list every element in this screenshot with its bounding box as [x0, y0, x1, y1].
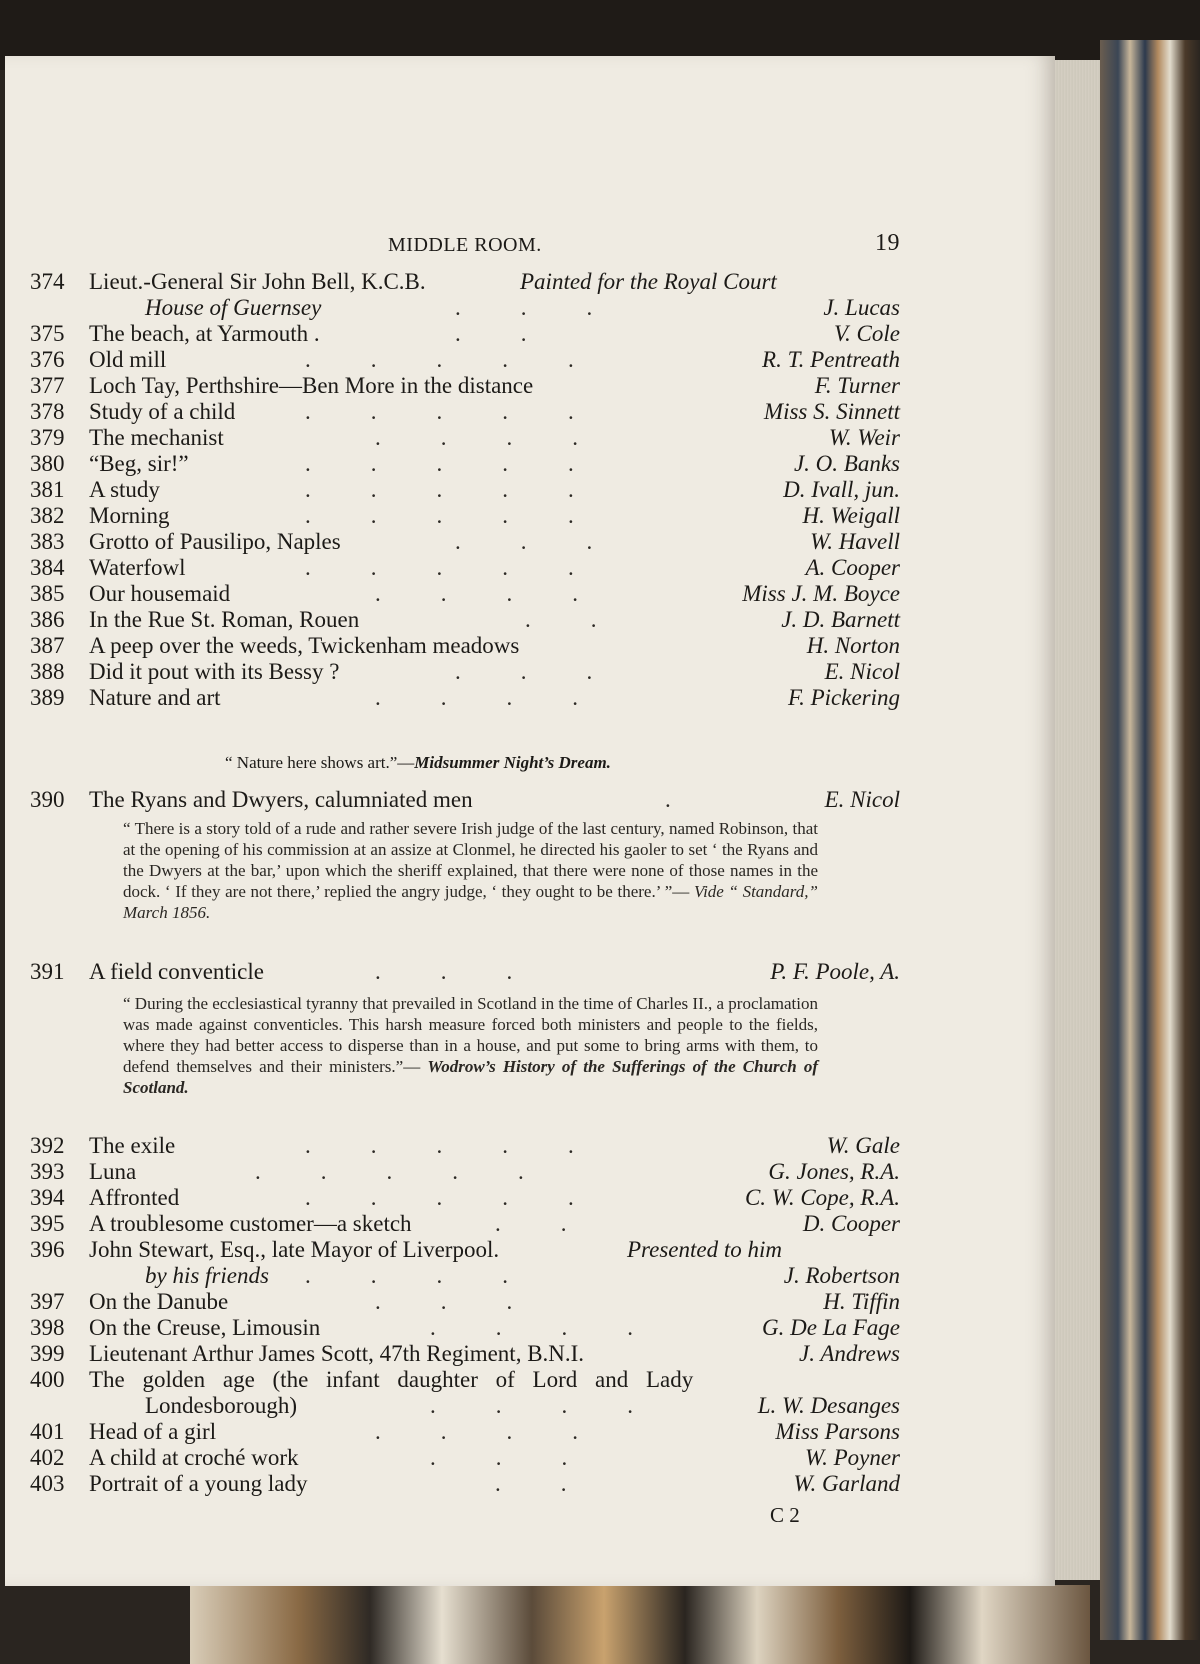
entry-artist: R. T. Pentreath: [762, 347, 900, 372]
entry-number: 400: [30, 1367, 65, 1392]
entry-title-cont: Londesborough): [145, 1393, 298, 1418]
motto-source: Midsummer Night’s Dream.: [414, 753, 611, 772]
leader-dots: .....: [305, 503, 634, 528]
entry-title: “Beg, sir!”: [89, 451, 189, 476]
entry-402: [5, 1444, 1055, 1471]
entry-396-cont: [5, 1262, 1055, 1289]
entry-title: Lieutenant Arthur James Scott, 47th Regiment, B.N.I.: [89, 1341, 585, 1366]
entry-number: 382: [30, 503, 65, 528]
entry-number: 391: [30, 959, 65, 984]
leader-dots: ...: [375, 1289, 573, 1314]
entry-400: [5, 1366, 1055, 1393]
entry-number: 384: [30, 555, 65, 580]
entry-number: 395: [30, 1211, 65, 1236]
entry-title: Our housemaid: [89, 581, 231, 606]
entry-title: A study: [89, 477, 160, 502]
entry-title: Lieut.-General Sir John Bell, K.C.B.: [89, 269, 426, 294]
entry-title-cont: by his friends: [145, 1263, 269, 1288]
entry-artist: J. Andrews: [799, 1341, 900, 1366]
entry-title: On the Danube: [89, 1289, 229, 1314]
entry-artist: Miss S. Sinnett: [763, 399, 900, 424]
entry-number: 398: [30, 1315, 65, 1340]
entry-artist: W. Gale: [826, 1133, 900, 1158]
entry-artist: W. Garland: [793, 1471, 900, 1496]
entry-398: [5, 1314, 1055, 1341]
quote-text: “ During the ecclesiastical tyranny that prevailed in Scotland in the time of Charles II., a proclamation was made against conventicles. This harsh measure forced both ministers and people to the fields, where they had better access to disperse than in a house, and put some to bring arms with them, to defend themselves and their ministers.”—: [123, 994, 818, 1076]
leader-dots: .: [665, 787, 731, 812]
entry-artist: G. Jones, R.A.: [768, 1159, 900, 1184]
entry-396: [5, 1236, 1055, 1263]
leader-dots: ....: [305, 1263, 568, 1288]
quote-source: Vide “ Standard,” March 1856.: [123, 882, 818, 922]
entry-artist: D. Cooper: [802, 1211, 900, 1236]
entry-number: 385: [30, 581, 65, 606]
entry-number: 397: [30, 1289, 65, 1314]
entry-number: 388: [30, 659, 65, 684]
entry-380: [5, 450, 1055, 477]
page-title: MIDDLE ROOM.: [388, 234, 542, 256]
entry-number: 392: [30, 1133, 65, 1158]
leader-dots: ....: [430, 1315, 693, 1340]
entry-title: John Stewart, Esq., late Mayor of Liverpool.: [89, 1237, 500, 1262]
entry-artist: H. Weigall: [802, 503, 900, 528]
entry-number: 381: [30, 477, 65, 502]
entry-title: A troublesome customer—a sketch: [89, 1211, 412, 1236]
leader-dots: ....: [375, 581, 638, 606]
entry-378: [5, 398, 1055, 425]
leader-dots: .....: [305, 347, 634, 372]
leader-dots: ...: [375, 959, 573, 984]
entry-383: [5, 528, 1055, 555]
entry-artist: H. Norton: [806, 633, 900, 658]
entry-390: [5, 786, 1055, 813]
entry-artist: V. Cole: [833, 321, 900, 346]
entry-note: Painted for the Royal Court: [520, 269, 777, 294]
entry-artist: A. Cooper: [805, 555, 900, 580]
entry-artist: W. Weir: [828, 425, 900, 450]
entry-artist: J. Robertson: [783, 1263, 900, 1288]
entry-artist: L. W. Desanges: [757, 1393, 900, 1418]
marbled-endpaper: [190, 1585, 1090, 1664]
entry-395: [5, 1210, 1055, 1237]
entry-title: In the Rue St. Roman, Rouen: [89, 607, 360, 632]
entry-394: [5, 1184, 1055, 1211]
entry-artist: E. Nicol: [824, 659, 900, 684]
entry-391: [5, 958, 1055, 985]
leader-dots: .....: [305, 451, 634, 476]
entry-title: Nature and art: [89, 685, 221, 710]
entry-386: [5, 606, 1055, 633]
entry-title: On the Creuse, Limousin: [89, 1315, 321, 1340]
entry-title: Loch Tay, Perthshire—Ben More in the distance: [89, 373, 534, 398]
entry-title: The mechanist: [89, 425, 224, 450]
entry-title: Affronted: [89, 1185, 180, 1210]
entry-artist: F. Turner: [814, 373, 900, 398]
entry-number: 375: [30, 321, 65, 346]
leader-dots: ..: [525, 607, 657, 632]
entry-number: 399: [30, 1341, 65, 1366]
entry-artist: P. F. Poole, A.: [770, 959, 900, 984]
entry-artist: W. Havell: [810, 529, 900, 554]
entry-number: 394: [30, 1185, 65, 1210]
quote-391: [123, 993, 818, 1098]
leader-dots: .....: [305, 477, 634, 502]
leader-dots: ..: [495, 1211, 627, 1236]
entry-artist: J. Lucas: [823, 295, 900, 320]
entry-number: 378: [30, 399, 65, 424]
entry-393: [5, 1158, 1055, 1185]
page-number: 19: [875, 230, 900, 256]
entry-title: The exile: [89, 1133, 176, 1158]
entry-artist: H. Tiffin: [823, 1289, 900, 1314]
entry-title: Study of a child: [89, 399, 236, 424]
entry-title: The beach, at Yarmouth .: [89, 321, 320, 346]
entry-number: 403: [30, 1471, 65, 1496]
entry-artist: E. Nicol: [824, 787, 900, 812]
entry-374-cont: [5, 294, 1055, 321]
entry-title: A child at croché work: [89, 1445, 299, 1470]
entry-377: [5, 372, 1055, 399]
entry-number: 383: [30, 529, 65, 554]
entry-number: 374: [30, 269, 65, 294]
entry-artist: G. De La Fage: [762, 1315, 900, 1340]
entry-403: [5, 1470, 1055, 1497]
entry-title: Head of a girl: [89, 1419, 217, 1444]
entry-title: Grotto of Pausilipo, Naples: [89, 529, 341, 554]
running-header: [5, 230, 1055, 264]
entry-artist: Miss Parsons: [775, 1419, 900, 1444]
entry-title: Morning: [89, 503, 170, 528]
entry-title: A peep over the weeds, Twickenham meadows: [89, 633, 520, 658]
entry-number: 389: [30, 685, 65, 710]
entry-number: 396: [30, 1237, 65, 1262]
entry-384: [5, 554, 1055, 581]
entry-385: [5, 580, 1055, 607]
entry-389: [5, 684, 1055, 711]
entry-artist: F. Pickering: [788, 685, 900, 710]
quote-text: “ There is a story told of a rude and rather severe Irish judge of the last century, named Robinson, that at the opening of his commission at an assize at Clonmel, he directed his gaoler to set ‘ the Ryans and the Dwyers at the bar,’ upon which the sheriff explained, that there were none of those names in the dock. ‘ If they are not there,’ replied the angry judge, ‘ they ought to be there.’ ”—: [123, 819, 818, 901]
entry-note: Presented to him: [627, 1237, 783, 1262]
leader-dots: .....: [305, 399, 634, 424]
entry-382: [5, 502, 1055, 529]
entry-title: Waterfowl: [89, 555, 186, 580]
leader-dots: ..: [495, 1471, 627, 1496]
leader-dots: ....: [375, 685, 638, 710]
leader-dots: ....: [375, 425, 638, 450]
entry-379: [5, 424, 1055, 451]
leader-dots: ....: [375, 1419, 638, 1444]
entry-artist: C. W. Cope, R.A.: [744, 1185, 900, 1210]
entry-400-cont: [5, 1392, 1055, 1419]
entry-number: 390: [30, 787, 65, 812]
leader-dots: .....: [305, 1185, 634, 1210]
entry-title: The Ryans and Dwyers, calumniated men: [89, 787, 473, 812]
entry-title: Did it pout with its Bessy ?: [89, 659, 340, 684]
entry-title: Old mill: [89, 347, 167, 372]
quote-source: Wodrow’s History of the Sufferings of the Church of Scotland.: [123, 1057, 818, 1097]
entry-artist: D. Ivall, jun.: [783, 477, 900, 502]
catalogue-page: [5, 56, 1055, 1586]
entry-number: 377: [30, 373, 65, 398]
entry-title: Portrait of a young lady: [89, 1471, 308, 1496]
motto-389: [225, 753, 611, 773]
leader-dots: ...: [430, 1445, 628, 1470]
entry-number: 380: [30, 451, 65, 476]
entry-374: [5, 268, 1055, 295]
entry-title: A field conventicle: [89, 959, 264, 984]
entry-artist: Miss J. M. Boyce: [742, 581, 900, 606]
entry-number: 376: [30, 347, 65, 372]
entry-387: [5, 632, 1055, 659]
entry-number: 393: [30, 1159, 65, 1184]
entry-376: [5, 346, 1055, 373]
entry-397: [5, 1288, 1055, 1315]
entry-375: [5, 320, 1055, 347]
entry-388: [5, 658, 1055, 685]
leader-dots: ...: [455, 659, 653, 684]
entry-number: 379: [30, 425, 65, 450]
entry-title: The golden age (the infant daughter of Lord and Lady: [89, 1367, 694, 1392]
entry-392: [5, 1132, 1055, 1159]
leader-dots: ...: [455, 529, 653, 554]
entry-number: 387: [30, 633, 65, 658]
leader-dots: ....: [430, 1393, 693, 1418]
entry-381: [5, 476, 1055, 503]
entry-number: 402: [30, 1445, 65, 1470]
motto-text: “ Nature here shows art.”—: [225, 753, 415, 772]
entry-title: Luna: [89, 1159, 137, 1184]
leader-dots: ..: [455, 321, 587, 346]
entry-number: 401: [30, 1419, 65, 1444]
marbled-cover-edge: [1100, 40, 1200, 1640]
leader-dots: .....: [305, 555, 634, 580]
entry-number: 386: [30, 607, 65, 632]
entry-401: [5, 1418, 1055, 1445]
page-edges: [1048, 60, 1100, 1580]
leader-dots: .....: [255, 1159, 584, 1184]
signature-mark: C 2: [770, 1503, 800, 1527]
quote-390: [123, 818, 818, 923]
entry-artist: J. D. Barnett: [781, 607, 900, 632]
leader-dots: ...: [455, 295, 653, 320]
entry-title-cont: House of Guernsey: [145, 295, 322, 320]
entry-artist: J. O. Banks: [793, 451, 900, 476]
leader-dots: .....: [305, 1133, 634, 1158]
entry-399: [5, 1340, 1055, 1367]
entry-artist: W. Poyner: [805, 1445, 900, 1470]
